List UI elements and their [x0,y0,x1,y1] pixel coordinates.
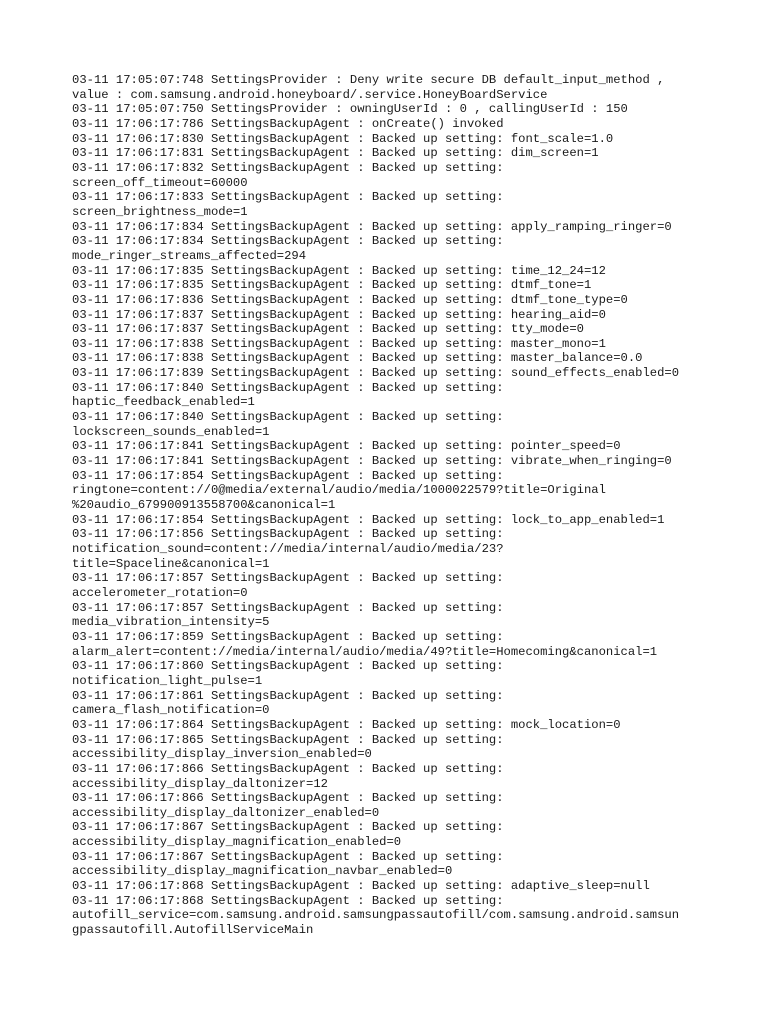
log-line: media_vibration_intensity=5 [72,615,270,630]
log-line: 03-11 17:06:17:840 SettingsBackupAgent : Backed up setting: [72,380,504,395]
log-line: 03-11 17:06:17:854 SettingsBackupAgent : Backed up setting: [72,468,504,483]
log-line: 03-11 17:06:17:867 SettingsBackupAgent : Backed up setting: [72,820,504,835]
log-line: 03-11 17:06:17:837 SettingsBackupAgent : Backed up setting: tty_mode=0 [72,322,584,337]
log-line: 03-11 17:06:17:835 SettingsBackupAgent : Backed up setting: time_12_24=12 [72,263,606,278]
log-line: ringtone=content://0@media/external/audio/media/1000022579?title=Original [72,483,606,498]
log-line: gpassautofill.AutofillServiceMain [72,923,314,938]
log-line: 03-11 17:06:17:832 SettingsBackupAgent : Backed up setting: [72,160,504,175]
log-line: 03-11 17:06:17:864 SettingsBackupAgent : Backed up setting: mock_location=0 [72,717,621,732]
log-line: lockscreen_sounds_enabled=1 [72,424,270,439]
log-line: 03-11 17:06:17:867 SettingsBackupAgent : Backed up setting: [72,849,504,864]
log-line: 03-11 17:06:17:866 SettingsBackupAgent : Backed up setting: [72,761,504,776]
log-line: 03-11 17:06:17:831 SettingsBackupAgent : Backed up setting: dim_screen=1 [72,146,599,161]
log-line: 03-11 17:06:17:836 SettingsBackupAgent : Backed up setting: dtmf_tone_type=0 [72,292,628,307]
log-line: 03-11 17:06:17:838 SettingsBackupAgent : Backed up setting: master_mono=1 [72,336,606,351]
log-line: 03-11 17:06:17:861 SettingsBackupAgent : Backed up setting: [72,688,504,703]
log-line: 03-11 17:06:17:857 SettingsBackupAgent : Backed up setting: [72,600,504,615]
log-line: camera_flash_notification=0 [72,703,270,718]
log-line: title=Spaceline&canonical=1 [72,556,270,571]
log-line: %20audio_679900913558700&canonical=1 [72,498,336,513]
log-line: 03-11 17:06:17:868 SettingsBackupAgent : Backed up setting: adaptive_sleep=null [72,879,650,894]
log-line: accelerometer_rotation=0 [72,585,248,600]
log-line: alarm_alert=content://media/internal/audio/media/49?title=Homecoming&canonical=1 [72,644,658,659]
log-line: 03-11 17:06:17:857 SettingsBackupAgent : Backed up setting: [72,571,504,586]
log-line: 03-11 17:06:17:840 SettingsBackupAgent : Backed up setting: [72,410,504,425]
log-line: 03-11 17:06:17:860 SettingsBackupAgent : Backed up setting: [72,659,504,674]
log-line: accessibility_display_magnification_navbar_enabled=0 [72,864,453,879]
log-line: 03-11 17:05:07:748 SettingsProvider : Deny write secure DB default_input_method , [72,73,665,87]
log-line: 03-11 17:06:17:838 SettingsBackupAgent : Backed up setting: master_balance=0.0 [72,351,643,366]
log-line: 03-11 17:06:17:841 SettingsBackupAgent : Backed up setting: vibrate_when_ringing=0 [72,454,672,469]
log-line: haptic_feedback_enabled=1 [72,395,255,410]
log-line: 03-11 17:06:17:834 SettingsBackupAgent : Backed up setting: apply_ramping_ringer=0 [72,219,672,234]
log-line: 03-11 17:06:17:865 SettingsBackupAgent : Backed up setting: [72,732,504,747]
log-line: accessibility_display_daltonizer=12 [72,776,328,791]
log-line: screen_off_timeout=60000 [72,175,248,190]
log-line: 03-11 17:06:17:854 SettingsBackupAgent : Backed up setting: lock_to_app_enabled=1 [72,512,665,527]
log-line: notification_light_pulse=1 [72,673,263,688]
log-line: 03-11 17:06:17:868 SettingsBackupAgent : Backed up setting: [72,893,504,908]
log-line: mode_ringer_streams_affected=294 [72,248,307,263]
log-document [72,73,712,938]
log-line: 03-11 17:06:17:856 SettingsBackupAgent : Backed up setting: [72,527,504,542]
log-line: 03-11 17:06:17:837 SettingsBackupAgent : Backed up setting: hearing_aid=0 [72,307,606,322]
log-line: accessibility_display_inversion_enabled=0 [72,747,372,762]
log-line: accessibility_display_daltonizer_enabled=0 [72,805,380,820]
log-line: 03-11 17:06:17:786 SettingsBackupAgent : onCreate() invoked [72,116,504,131]
log-line: 03-11 17:06:17:866 SettingsBackupAgent : Backed up setting: [72,791,504,806]
log-line: 03-11 17:06:17:835 SettingsBackupAgent : Backed up setting: dtmf_tone=1 [72,278,592,293]
log-line: value : com.samsung.android.honeyboard/.service.HoneyBoardService [72,87,548,102]
log-line: 03-11 17:06:17:833 SettingsBackupAgent : Backed up setting: [72,190,504,205]
log-line: 03-11 17:06:17:839 SettingsBackupAgent : Backed up setting: sound_effects_enabled=0 [72,366,680,381]
log-line: 03-11 17:06:17:834 SettingsBackupAgent : Backed up setting: [72,234,504,249]
log-line: 03-11 17:06:17:830 SettingsBackupAgent : Backed up setting: font_scale=1.0 [72,131,614,146]
log-line: 03-11 17:05:07:750 SettingsProvider : owningUserId : 0 , callingUserId : 150 [72,102,628,117]
log-line: notification_sound=content://media/internal/audio/media/23? [72,542,504,556]
log-line: 03-11 17:06:17:841 SettingsBackupAgent : Backed up setting: pointer_speed=0 [72,439,621,454]
log-line: accessibility_display_magnification_enabled=0 [72,835,402,850]
log-line: 03-11 17:06:17:859 SettingsBackupAgent : Backed up setting: [72,629,504,644]
log-body [72,73,712,938]
log-line: autofill_service=com.samsung.android.samsungpassautofill/com.samsung.android.samsun [72,908,680,923]
log-line: screen_brightness_mode=1 [72,204,248,219]
